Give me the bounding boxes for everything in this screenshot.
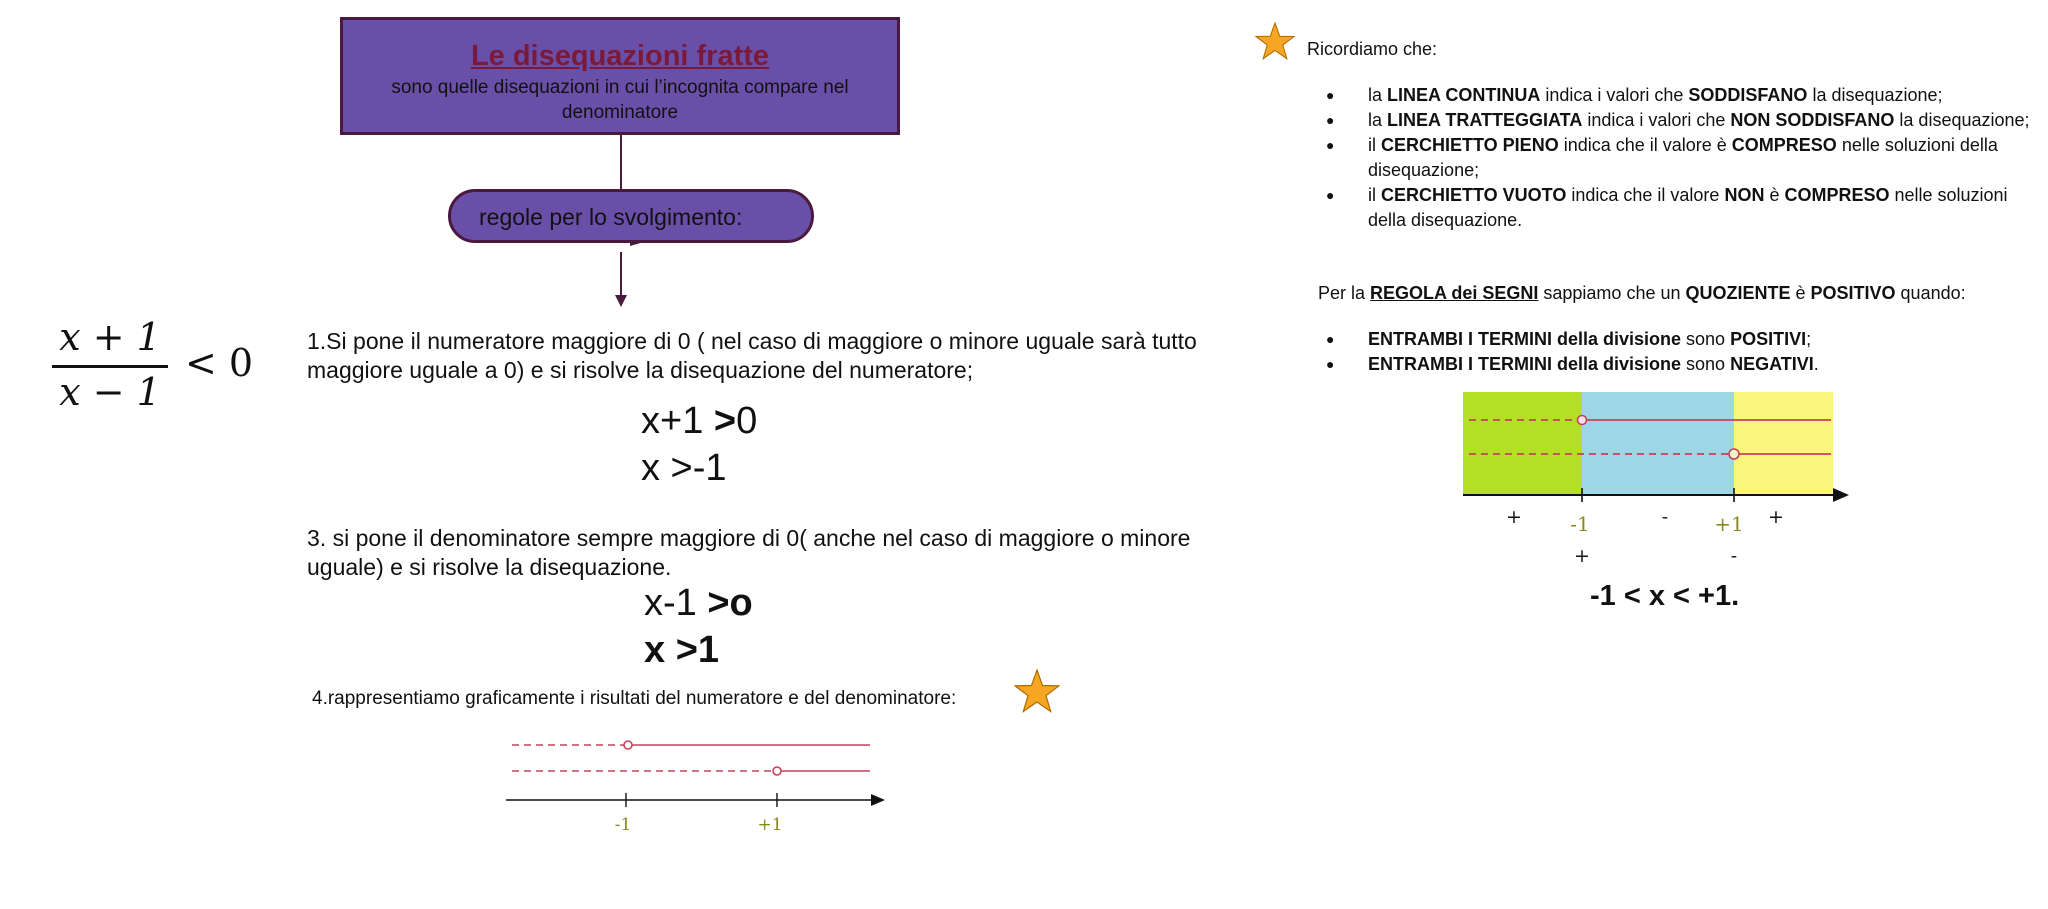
equation-2-line-2: x >1 (644, 629, 720, 671)
bullet-dashed-line: ● la LINEA TRATTEGGIATA indica i valori che NON SODDISFANO la disequazione; (1326, 108, 2036, 133)
eq2-left: x-1 (644, 582, 708, 624)
final-solution: -1 < x < +1. (1590, 580, 1740, 612)
tick-label-minus-1: -1 (614, 815, 632, 835)
eq2-op: >o (707, 582, 753, 624)
sign-bullet-list (1326, 327, 2026, 377)
sign-rule-line: Per la REGOLA dei SEGNI sappiamo che un QUOZIENTE è POSITIVO quando: (1318, 283, 1966, 303)
page-subtitle: sono quelle disequazioni in cui l’incognita compare nel denominatore (391, 77, 849, 123)
chart-axis-arrowhead (1833, 488, 1849, 502)
fraction-relation: < 0 (185, 341, 254, 385)
step-4-text: 4.rappresentiamo graficamente i risultati del numeratore e del denominatore: (312, 688, 957, 709)
legend-bullet-list (1326, 83, 2036, 233)
fraction-expression (50, 315, 275, 415)
chart-tick-label-plus-1: +1 (1714, 512, 1744, 536)
bullet-both-negative: ● ENTRAMBI I TERMINI della divisione sono NEGATIVI. (1326, 352, 2026, 377)
sign-right-bottom: - (1730, 545, 1738, 567)
sign-right-top: + (1768, 506, 1784, 528)
open-circle-minus-1 (624, 741, 632, 749)
eq1-right: 0 (736, 400, 758, 442)
eq1-op: > (713, 400, 737, 442)
sign-left-bottom: + (1574, 545, 1590, 567)
bullet-continuous-line: ● la LINEA CONTINUA indica i valori che SODDISFANO la disequazione; (1326, 83, 2036, 108)
remember-intro: Ricordiamo che: (1307, 39, 1438, 59)
chart-open-circle-plus-1 (1729, 449, 1739, 459)
bullet-full-circle: ● il CERCHIETTO PIENO indica che il valore è COMPRESO nelle soluzioni della disequazione; (1326, 133, 2036, 183)
sign-chart (1455, 390, 1865, 570)
step-3-text: 3. si pone il denominatore sempre maggiore di 0( anche nel caso di maggiore o minore uguale) e si risolve la disequazione. (307, 525, 1191, 580)
star-icon-right (1253, 22, 1297, 60)
rules-pill: regole per lo svolgimento: (448, 189, 814, 243)
eq1-left: x+1 (641, 400, 714, 442)
equation-2-line-1 (644, 582, 753, 625)
small-number-line (500, 730, 900, 840)
tick-label-plus-1: +1 (757, 815, 783, 835)
sign-left-top: + (1506, 506, 1522, 528)
equation-1-line-1 (641, 400, 757, 443)
chart-tick-label-minus-1: -1 (1570, 512, 1590, 536)
open-circle-plus-1 (773, 767, 781, 775)
step-1-text: 1.Si pone il numeratore maggiore di 0 ( nel caso di maggiore o minore uguale sarà tutto maggiore uguale a 0) e si risolve la disequazione del numeratore; (307, 328, 1197, 383)
region-left (1463, 392, 1582, 495)
sign-middle-top: - (1661, 506, 1669, 528)
page-title: Le disequazioni fratte (470, 40, 770, 72)
star-icon (1014, 669, 1060, 713)
region-right (1734, 392, 1833, 495)
chart-open-circle-minus-1 (1578, 416, 1587, 425)
region-middle (1582, 392, 1734, 495)
connector-arrowhead (615, 295, 627, 307)
fraction-numerator: x + 1 (59, 315, 161, 359)
fraction-bar (52, 365, 168, 368)
equation-1-line-2: x >-1 (641, 447, 727, 489)
axis-arrowhead (871, 794, 885, 806)
fraction-denominator: x − 1 (59, 370, 161, 414)
bullet-both-positive: ● ENTRAMBI I TERMINI della divisione sono POSITIVI; (1326, 327, 2026, 352)
bullet-empty-circle: ● il CERCHIETTO VUOTO indica che il valore NON è COMPRESO nelle soluzioni della disequazione. (1326, 183, 2036, 233)
